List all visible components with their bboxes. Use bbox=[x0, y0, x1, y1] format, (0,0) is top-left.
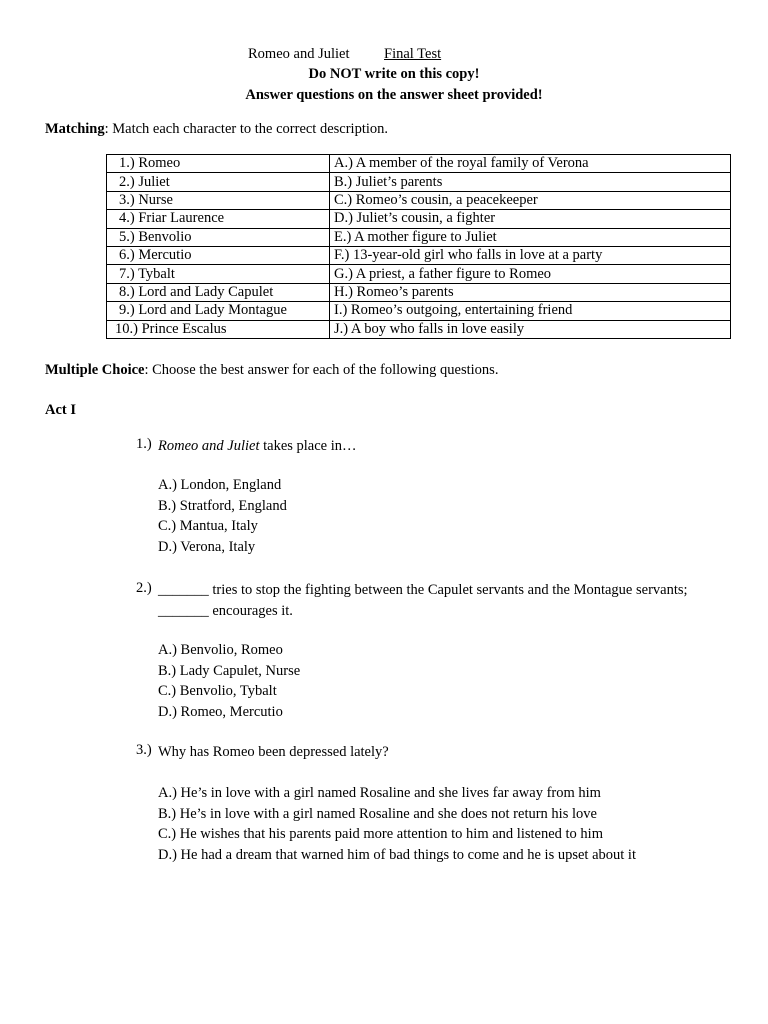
question-3 bbox=[136, 742, 736, 763]
question-number: 3.) bbox=[136, 742, 152, 758]
option: D.) Verona, Italy bbox=[158, 538, 256, 555]
table-row bbox=[107, 246, 731, 264]
matching-instruction-text: : Match each character to the correct description. bbox=[104, 121, 389, 137]
character-cell: 10.) Prince Escalus bbox=[107, 320, 330, 338]
question-text: _______ tries to stop the fighting between the Capulet servants and the Montague servants; _______ encourages it. bbox=[158, 582, 688, 619]
multiple-choice-instruction bbox=[45, 362, 498, 379]
character-cell: 8.) Lord and Lady Capulet bbox=[107, 283, 330, 301]
question-text-rest: takes place in… bbox=[259, 438, 357, 454]
option: B.) He’s in love with a girl named Rosaline and she does not return his love bbox=[158, 805, 597, 822]
table-row bbox=[107, 302, 731, 320]
multiple-choice-instruction-text: : Choose the best answer for each of the following questions. bbox=[144, 362, 499, 378]
character-cell: 4.) Friar Laurence bbox=[107, 210, 330, 228]
character-cell: 3.) Nurse bbox=[107, 191, 330, 209]
title-line bbox=[0, 46, 768, 66]
table-row bbox=[107, 265, 731, 283]
option: C.) Mantua, Italy bbox=[158, 518, 258, 535]
table-row bbox=[107, 228, 731, 246]
table-row bbox=[107, 155, 731, 173]
description-cell: I.) Romeo’s outgoing, entertaining friend bbox=[330, 302, 731, 320]
header bbox=[0, 46, 768, 108]
warning-text: Do NOT write on this copy! bbox=[308, 66, 480, 82]
test-subtitle: Final Test bbox=[384, 46, 442, 62]
description-cell: J.) A boy who falls in love easily bbox=[330, 320, 731, 338]
multiple-choice-label: Multiple Choice bbox=[45, 362, 145, 378]
question-1-options bbox=[158, 475, 287, 557]
description-cell: D.) Juliet’s cousin, a fighter bbox=[330, 210, 731, 228]
question-text bbox=[158, 436, 736, 457]
option: A.) Benvolio, Romeo bbox=[158, 642, 283, 658]
table-row bbox=[107, 320, 731, 338]
table-row bbox=[107, 210, 731, 228]
option: A.) London, England bbox=[158, 477, 282, 493]
matching-label: Matching bbox=[45, 121, 105, 137]
matching-table bbox=[106, 154, 731, 339]
description-cell: B.) Juliet’s parents bbox=[330, 173, 731, 191]
character-cell: 9.) Lord and Lady Montague bbox=[107, 302, 330, 320]
question-2 bbox=[136, 580, 726, 621]
table-row bbox=[107, 173, 731, 191]
option: D.) Romeo, Mercutio bbox=[158, 703, 283, 720]
act-heading: Act I bbox=[45, 402, 77, 418]
description-cell: C.) Romeo’s cousin, a peacekeeper bbox=[330, 191, 731, 209]
question-number: 2.) bbox=[136, 580, 152, 596]
question-1 bbox=[136, 436, 736, 457]
character-cell: 6.) Mercutio bbox=[107, 246, 330, 264]
character-cell: 5.) Benvolio bbox=[107, 228, 330, 246]
option: C.) He wishes that his parents paid more attention to him and listened to him bbox=[158, 826, 603, 843]
matching-instruction bbox=[45, 121, 388, 138]
question-number: 1.) bbox=[136, 436, 152, 452]
description-cell: A.) A member of the royal family of Verona bbox=[330, 155, 731, 173]
option: A.) He’s in love with a girl named Rosaline and she lives far away from him bbox=[158, 785, 601, 801]
test-title: Romeo and Juliet bbox=[248, 46, 350, 62]
character-cell: 7.) Tybalt bbox=[107, 265, 330, 283]
option: B.) Stratford, England bbox=[158, 497, 287, 514]
table-row bbox=[107, 191, 731, 209]
question-2-options bbox=[158, 640, 300, 722]
question-3-options bbox=[158, 783, 636, 865]
description-cell: H.) Romeo’s parents bbox=[330, 283, 731, 301]
option: B.) Lady Capulet, Nurse bbox=[158, 662, 301, 679]
option: C.) Benvolio, Tybalt bbox=[158, 683, 277, 700]
table-row bbox=[107, 283, 731, 301]
description-cell: E.) A mother figure to Juliet bbox=[330, 228, 731, 246]
description-cell: F.) 13-year-old girl who falls in love at a party bbox=[330, 246, 731, 264]
option: D.) He had a dream that warned him of bad things to come and he is upset about it bbox=[158, 846, 636, 863]
answer-instruction: Answer questions on the answer sheet provided! bbox=[245, 87, 543, 103]
description-cell: G.) A priest, a father figure to Romeo bbox=[330, 265, 731, 283]
question-text: Why has Romeo been depressed lately? bbox=[158, 744, 389, 760]
play-title: Romeo and Juliet bbox=[158, 438, 260, 454]
character-cell: 2.) Juliet bbox=[107, 173, 330, 191]
character-cell: 1.) Romeo bbox=[107, 155, 330, 173]
